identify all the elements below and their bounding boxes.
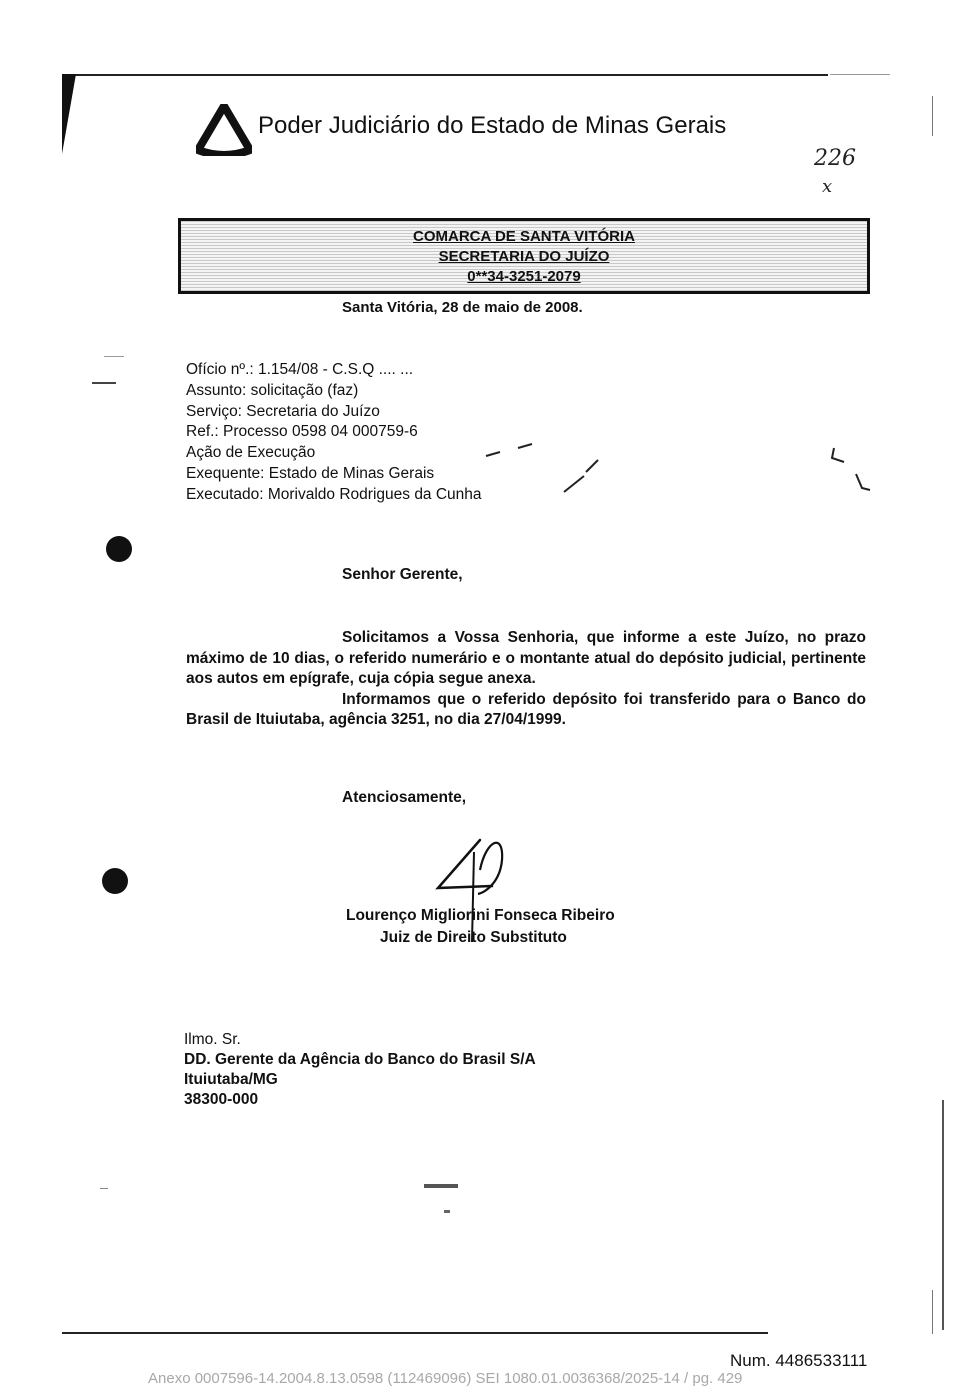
punch-hole-bottom [102,868,128,894]
servico: Serviço: Secretaria do Juízo [186,402,380,420]
court-title: Poder Judiciário do Estado de Minas Gerais [258,112,727,139]
page-annotation: 226 [814,146,856,171]
edge-line [942,1100,944,1330]
margin-dash [92,382,116,384]
signatory-name: Lourenço Migliorini Fonseca Ribeiro [346,907,615,924]
page-annotation-mark: x [822,176,833,197]
date-line: Santa Vitória, 28 de maio de 2008. [342,299,583,316]
secretaria-line: SECRETARIA DO JUÍZO [438,248,610,265]
signatory-title: Juiz de Direito Substituto [380,929,567,946]
phone-line: 0**34-3251-2079 [467,268,581,285]
scan-speck [100,1188,108,1189]
document-metadata [186,360,482,506]
margin-speck [104,356,124,357]
oficio-number: Ofício nº.: 1.154/08 - C.S.Q .... ... [186,361,414,378]
letter-body [186,628,866,731]
court-logo-icon [196,104,252,161]
addressee-line-3: 38300-000 [184,1091,259,1108]
body-paragraph-2: Informamos que o referido depósito foi transferido para o Banco do Brasil de Ituiutaba, agência 3251, no dia 27/04/1999. [186,690,866,728]
action-type: Ação de Execução [186,444,316,462]
exequente: Exequente: Estado de Minas Gerais [186,464,435,482]
scan-speck [444,1210,450,1213]
addressee-block [184,1030,536,1110]
comarca-line: COMARCA DE SANTA VITÓRIA [413,228,635,245]
punch-hole-top [106,536,132,562]
scan-speck [424,1184,458,1188]
secretariat-header-box [178,218,870,294]
closing: Atenciosamente, [342,789,467,806]
edge-mark [932,96,933,136]
top-rule-extension [830,74,890,75]
assunto: Assunto: solicitação (faz) [186,381,359,399]
corner-scan-mark [62,74,76,154]
process-reference: Ref.: Processo 0598 04 000759-6 [186,423,418,441]
body-paragraph-1: Solicitamos a Vossa Senhoria, que informe a este Juízo, no prazo máximo de 10 dias, o referido numerário e o montante atual do depósito judicial, pertinente aos autos em epígrafe, cuja cópia segue anexa. [186,629,866,687]
edge-mark [932,1290,933,1334]
pen-marks [480,440,880,500]
addressee-line-2: Ituiutaba/MG [184,1071,278,1088]
document-number: Num. 4486533111 [730,1351,868,1370]
greeting: Senhor Gerente, [342,566,463,583]
footer-reference: Anexo 0007596-14.2004.8.13.0598 (112469096) SEI 1080.01.0036368/2025-14 / pg. 429 [148,1370,743,1387]
addressee-line-1: DD. Gerente da Agência do Banco do Brasil S/A [184,1051,536,1068]
executado: Executado: Morivaldo Rodrigues da Cunha [186,485,482,503]
addressee-salutation: Ilmo. Sr. [184,1031,241,1048]
top-rule [62,74,828,76]
bottom-rule [62,1332,768,1334]
